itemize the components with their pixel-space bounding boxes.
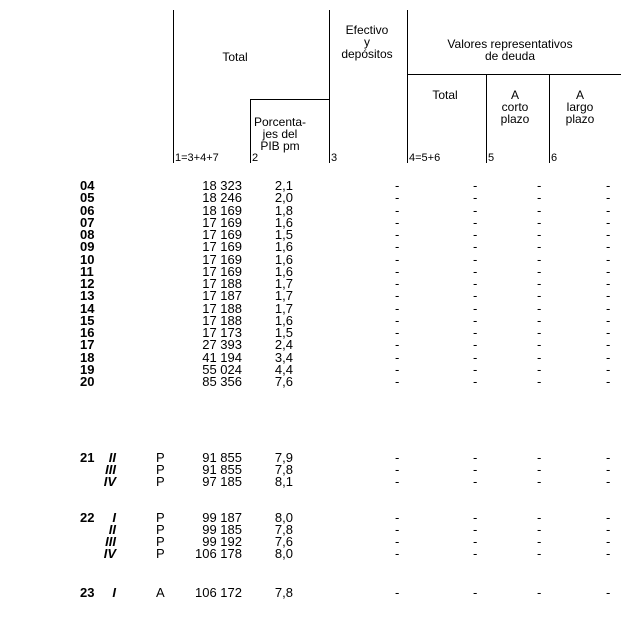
largo-plazo-cell: - bbox=[606, 462, 611, 477]
total-cell: 17 173 bbox=[202, 325, 242, 340]
valores-total-cell: - bbox=[473, 300, 478, 316]
col-index-1: 1=3+4+7 bbox=[175, 152, 219, 164]
col-index-2: 2 bbox=[252, 152, 259, 164]
header-corto-line-1: A bbox=[510, 88, 519, 102]
corto-plazo-cell: - bbox=[537, 450, 542, 465]
pct-pib-cell: 8,1 bbox=[274, 474, 293, 489]
corto-plazo-cell: - bbox=[537, 349, 542, 365]
valores-total-cell: - bbox=[473, 202, 478, 218]
valores-total-cell: - bbox=[473, 178, 478, 193]
efectivo-cell: - bbox=[395, 474, 400, 489]
flag-cell: A bbox=[156, 585, 165, 600]
total-cell: 17 169 bbox=[202, 214, 242, 230]
header-vline-efectivo bbox=[329, 10, 330, 163]
valores-total-cell: - bbox=[473, 462, 478, 477]
total-cell: 106 178 bbox=[195, 546, 242, 561]
corto-plazo-cell: - bbox=[537, 325, 542, 340]
total-cell: 17 169 bbox=[202, 239, 242, 255]
efectivo-cell: - bbox=[395, 288, 400, 304]
total-cell: 106 172 bbox=[195, 585, 242, 600]
efectivo-cell: - bbox=[395, 349, 400, 365]
total-cell: 17 188 bbox=[202, 300, 242, 316]
corto-plazo-cell: - bbox=[537, 361, 542, 377]
largo-plazo-cell: - bbox=[606, 450, 611, 465]
header-efectivo bbox=[332, 24, 402, 60]
flag-cell: P bbox=[156, 510, 165, 525]
flag-cell: P bbox=[156, 462, 165, 477]
efectivo-cell: - bbox=[395, 522, 400, 537]
efectivo-cell: - bbox=[395, 263, 400, 279]
header-corto-line-2: corto bbox=[501, 100, 529, 114]
header-porcentajes-line-3: PIB pm bbox=[260, 139, 300, 153]
header-hline-valores bbox=[407, 74, 621, 75]
corto-plazo-cell: - bbox=[537, 474, 542, 489]
table-row bbox=[0, 536, 621, 548]
pct-pib-cell: 3,4 bbox=[274, 349, 293, 365]
year-cell: 15 bbox=[80, 312, 95, 328]
pct-pib-cell: 1,5 bbox=[274, 325, 293, 340]
total-cell: 55 024 bbox=[202, 361, 242, 377]
efectivo-cell: - bbox=[395, 251, 400, 267]
corto-plazo-cell: - bbox=[537, 585, 542, 600]
corto-plazo-cell: - bbox=[537, 239, 542, 255]
efectivo-cell: - bbox=[395, 450, 400, 465]
pct-pib-cell: 8,0 bbox=[274, 546, 293, 561]
pct-pib-cell: 2,4 bbox=[274, 337, 293, 353]
year-cell: 14 bbox=[80, 300, 95, 316]
corto-plazo-cell: - bbox=[537, 178, 542, 193]
flag-cell: P bbox=[156, 534, 165, 549]
header-vline-corto bbox=[486, 74, 487, 163]
largo-plazo-cell: - bbox=[606, 474, 611, 489]
header-corto-plazo bbox=[490, 89, 540, 125]
valores-total-cell: - bbox=[473, 325, 478, 340]
quarter-cell: III bbox=[105, 462, 116, 477]
largo-plazo-cell: - bbox=[606, 510, 611, 525]
corto-plazo-cell: - bbox=[537, 202, 542, 218]
year-cell: 23 bbox=[80, 585, 95, 600]
valores-total-cell: - bbox=[473, 522, 478, 537]
pct-pib-cell: 1,5 bbox=[274, 227, 293, 242]
total-cell: 17 188 bbox=[202, 276, 242, 291]
valores-total-cell: - bbox=[473, 190, 478, 206]
pct-pib-cell: 1,7 bbox=[274, 300, 293, 316]
valores-total-cell: - bbox=[473, 227, 478, 242]
header-efectivo-line-1: Efectivo bbox=[345, 23, 389, 37]
total-cell: 18 246 bbox=[202, 190, 242, 206]
quarter-cell: IV bbox=[103, 474, 116, 489]
pct-pib-cell: 7,8 bbox=[274, 585, 293, 600]
corto-plazo-cell: - bbox=[537, 190, 542, 206]
valores-total-cell: - bbox=[473, 251, 478, 267]
table-row bbox=[0, 476, 621, 488]
total-cell: 27 393 bbox=[202, 337, 242, 353]
table-row bbox=[0, 548, 621, 560]
flag-cell: P bbox=[156, 474, 165, 489]
total-cell: 85 356 bbox=[202, 374, 242, 389]
valores-total-cell: - bbox=[473, 276, 478, 291]
valores-total-cell: - bbox=[473, 337, 478, 353]
total-cell: 17 169 bbox=[202, 263, 242, 279]
largo-plazo-cell: - bbox=[606, 251, 611, 267]
year-cell: 13 bbox=[80, 288, 95, 304]
total-cell: 18 323 bbox=[202, 178, 242, 193]
header-corto-line-3: plazo bbox=[500, 112, 530, 126]
flag-cell: P bbox=[156, 546, 165, 561]
valores-total-cell: - bbox=[473, 239, 478, 255]
efectivo-cell: - bbox=[395, 534, 400, 549]
col-index-5: 5 bbox=[488, 152, 495, 164]
largo-plazo-cell: - bbox=[606, 227, 611, 242]
header-porcentajes-line-1: Porcenta- bbox=[253, 115, 307, 129]
corto-plazo-cell: - bbox=[537, 288, 542, 304]
largo-plazo-cell: - bbox=[606, 534, 611, 549]
year-cell: 09 bbox=[80, 239, 95, 255]
year-cell: 18 bbox=[80, 349, 95, 365]
efectivo-cell: - bbox=[395, 546, 400, 561]
pct-pib-cell: 1,6 bbox=[274, 263, 293, 279]
pct-pib-cell: 7,9 bbox=[274, 450, 293, 465]
valores-total-cell: - bbox=[473, 510, 478, 525]
pct-pib-cell: 1,7 bbox=[274, 288, 293, 304]
efectivo-cell: - bbox=[395, 361, 400, 377]
quarter-cell: II bbox=[108, 450, 116, 465]
efectivo-cell: - bbox=[395, 312, 400, 328]
table-row bbox=[0, 452, 621, 464]
corto-plazo-cell: - bbox=[537, 214, 542, 230]
total-cell: 97 185 bbox=[202, 474, 242, 489]
table-row bbox=[0, 512, 621, 524]
year-cell: 04 bbox=[80, 178, 95, 193]
pct-pib-cell: 7,6 bbox=[274, 534, 293, 549]
header-efectivo-line-2: y bbox=[364, 35, 370, 49]
valores-total-cell: - bbox=[473, 585, 478, 600]
pct-pib-cell: 4,4 bbox=[274, 361, 293, 377]
pct-pib-cell: 2,0 bbox=[274, 190, 293, 206]
total-cell: 18 169 bbox=[202, 202, 242, 218]
corto-plazo-cell: - bbox=[537, 522, 542, 537]
valores-total-cell: - bbox=[473, 546, 478, 561]
col-index-3: 3 bbox=[331, 152, 338, 164]
year-cell: 11 bbox=[80, 263, 94, 279]
pct-pib-cell: 2,1 bbox=[274, 178, 293, 193]
pct-pib-cell: 7,8 bbox=[274, 462, 293, 477]
header-largo-line-1: A bbox=[575, 88, 584, 102]
header-efectivo-line-3: depósitos bbox=[341, 47, 393, 61]
largo-plazo-cell: - bbox=[606, 178, 611, 193]
corto-plazo-cell: - bbox=[537, 546, 542, 561]
valores-total-cell: - bbox=[473, 534, 478, 549]
quarter-cell: IV bbox=[103, 546, 116, 561]
efectivo-cell: - bbox=[395, 202, 400, 218]
valores-total-cell: - bbox=[473, 361, 478, 377]
largo-plazo-cell: - bbox=[606, 202, 611, 218]
total-cell: 17 187 bbox=[202, 288, 242, 304]
total-cell: 99 185 bbox=[202, 522, 242, 537]
year-cell: 22 bbox=[80, 510, 95, 525]
valores-total-cell: - bbox=[473, 349, 478, 365]
table-row bbox=[0, 587, 621, 599]
header-total: Total bbox=[222, 50, 248, 64]
efectivo-cell: - bbox=[395, 462, 400, 477]
valores-total-cell: - bbox=[473, 450, 478, 465]
total-cell: 99 187 bbox=[202, 510, 242, 525]
pct-pib-cell: 7,8 bbox=[274, 522, 293, 537]
largo-plazo-cell: - bbox=[606, 349, 611, 365]
pct-pib-cell: 7,6 bbox=[274, 374, 293, 389]
corto-plazo-cell: - bbox=[537, 374, 542, 389]
pct-pib-cell: 1,6 bbox=[274, 251, 293, 267]
efectivo-cell: - bbox=[395, 239, 400, 255]
year-cell: 12 bbox=[80, 276, 95, 291]
header-vline-valores bbox=[407, 10, 408, 163]
year-cell: 19 bbox=[80, 361, 95, 377]
header-largo-line-2: largo bbox=[566, 100, 594, 114]
largo-plazo-cell: - bbox=[606, 288, 611, 304]
total-cell: 17 169 bbox=[202, 227, 242, 242]
pct-pib-cell: 1,8 bbox=[274, 202, 293, 218]
corto-plazo-cell: - bbox=[537, 227, 542, 242]
header-vline-total bbox=[173, 10, 174, 163]
quarter-cell: III bbox=[105, 534, 116, 549]
pct-pib-cell: 8,0 bbox=[274, 510, 293, 525]
year-cell: 05 bbox=[80, 190, 95, 206]
efectivo-cell: - bbox=[395, 227, 400, 242]
corto-plazo-cell: - bbox=[537, 337, 542, 353]
flag-cell: P bbox=[156, 522, 165, 537]
year-cell: 08 bbox=[80, 227, 95, 242]
largo-plazo-cell: - bbox=[606, 374, 611, 389]
valores-total-cell: - bbox=[473, 288, 478, 304]
efectivo-cell: - bbox=[395, 300, 400, 316]
largo-plazo-cell: - bbox=[606, 337, 611, 353]
corto-plazo-cell: - bbox=[537, 263, 542, 279]
largo-plazo-cell: - bbox=[606, 312, 611, 328]
quarter-cell: I bbox=[112, 585, 116, 600]
largo-plazo-cell: - bbox=[606, 239, 611, 255]
total-cell: 91 855 bbox=[202, 450, 242, 465]
header-vline-pct bbox=[250, 99, 251, 163]
table-row bbox=[0, 524, 621, 536]
corto-plazo-cell: - bbox=[537, 312, 542, 328]
efectivo-cell: - bbox=[395, 337, 400, 353]
year-cell: 17 bbox=[80, 337, 95, 353]
efectivo-cell: - bbox=[395, 190, 400, 206]
valores-total-cell: - bbox=[473, 474, 478, 489]
col-index-4: 4=5+6 bbox=[409, 152, 441, 164]
year-cell: 20 bbox=[80, 374, 95, 389]
year-cell: 07 bbox=[80, 214, 95, 230]
header-valores bbox=[420, 38, 600, 62]
corto-plazo-cell: - bbox=[537, 534, 542, 549]
year-cell: 06 bbox=[80, 202, 95, 218]
largo-plazo-cell: - bbox=[606, 190, 611, 206]
pct-pib-cell: 1,6 bbox=[274, 312, 293, 328]
corto-plazo-cell: - bbox=[537, 510, 542, 525]
valores-total-cell: - bbox=[473, 312, 478, 328]
pct-pib-cell: 1,6 bbox=[274, 214, 293, 230]
pct-pib-cell: 1,6 bbox=[274, 239, 293, 255]
total-cell: 41 194 bbox=[202, 349, 242, 365]
year-cell: 21 bbox=[80, 450, 95, 465]
table-row bbox=[0, 376, 621, 388]
efectivo-cell: - bbox=[395, 325, 400, 340]
largo-plazo-cell: - bbox=[606, 546, 611, 561]
largo-plazo-cell: - bbox=[606, 263, 611, 279]
largo-plazo-cell: - bbox=[606, 585, 611, 600]
header-largo-line-3: plazo bbox=[565, 112, 595, 126]
total-cell: 91 855 bbox=[202, 462, 242, 477]
header-valores-total: Total bbox=[432, 88, 458, 102]
total-cell: 99 192 bbox=[202, 534, 242, 549]
total-cell: 17 169 bbox=[202, 251, 242, 267]
efectivo-cell: - bbox=[395, 374, 400, 389]
largo-plazo-cell: - bbox=[606, 361, 611, 377]
corto-plazo-cell: - bbox=[537, 300, 542, 316]
largo-plazo-cell: - bbox=[606, 276, 611, 291]
valores-total-cell: - bbox=[473, 374, 478, 389]
header-valores-line-2: de deuda bbox=[484, 49, 536, 63]
flag-cell: P bbox=[156, 450, 165, 465]
year-cell: 10 bbox=[80, 251, 95, 267]
header-valores-line-1: Valores representativos bbox=[447, 37, 573, 51]
largo-plazo-cell: - bbox=[606, 522, 611, 537]
header-porcentajes bbox=[252, 116, 308, 152]
year-cell: 16 bbox=[80, 325, 95, 340]
header-vline-largo bbox=[549, 74, 550, 163]
quarter-cell: II bbox=[108, 522, 116, 537]
efectivo-cell: - bbox=[395, 214, 400, 230]
header-hline-pct bbox=[250, 99, 329, 100]
quarter-cell: I bbox=[112, 510, 116, 525]
efectivo-cell: - bbox=[395, 276, 400, 291]
largo-plazo-cell: - bbox=[606, 300, 611, 316]
header-largo-plazo bbox=[555, 89, 605, 125]
valores-total-cell: - bbox=[473, 214, 478, 230]
corto-plazo-cell: - bbox=[537, 462, 542, 477]
pct-pib-cell: 1,7 bbox=[274, 276, 293, 291]
corto-plazo-cell: - bbox=[537, 251, 542, 267]
largo-plazo-cell: - bbox=[606, 214, 611, 230]
header-porcentajes-line-2: jes del bbox=[262, 127, 298, 141]
valores-total-cell: - bbox=[473, 263, 478, 279]
corto-plazo-cell: - bbox=[537, 276, 542, 291]
efectivo-cell: - bbox=[395, 585, 400, 600]
efectivo-cell: - bbox=[395, 178, 400, 193]
total-cell: 17 188 bbox=[202, 312, 242, 328]
efectivo-cell: - bbox=[395, 510, 400, 525]
largo-plazo-cell: - bbox=[606, 325, 611, 340]
table-row bbox=[0, 464, 621, 476]
col-index-6: 6 bbox=[551, 152, 558, 164]
